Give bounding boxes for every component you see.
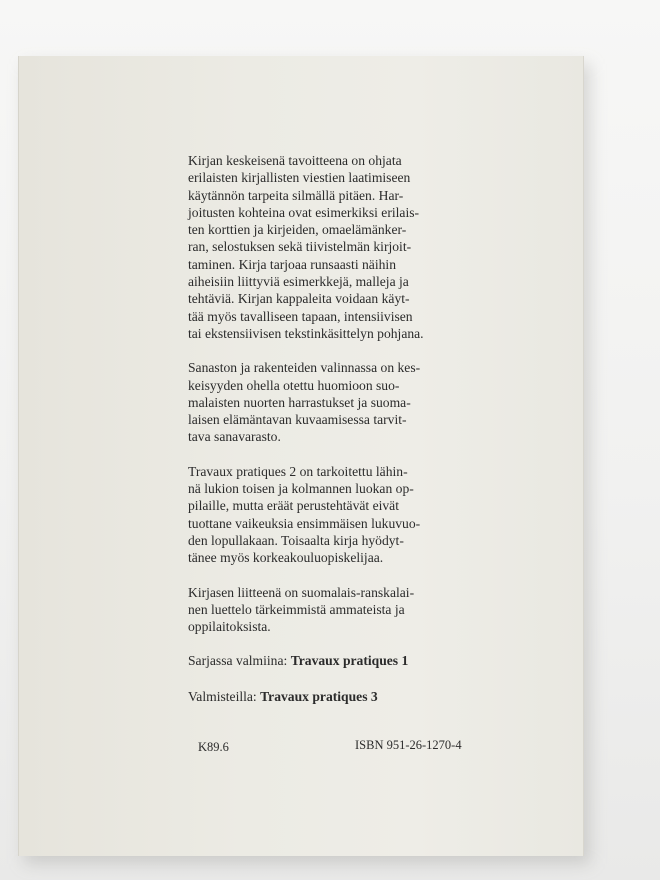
blurb-paragraph-2: Sanaston ja rakenteiden valinnassa on kes- keisyyden ohella otettu huomioon suo- malaisten nuorten harrastukset ja suoma- laisen elämäntavan kuvaamisessa tarvit- tava sanavarasto. bbox=[188, 360, 421, 445]
catalog-code: K89.6 bbox=[198, 740, 229, 754]
blurb-text-block bbox=[188, 152, 453, 723]
in-preparation-line bbox=[188, 688, 453, 705]
blurb-paragraph-4: Kirjasen liitteenä on suomalais-ranskalai- nen luettelo tärkeimmistä ammateista ja oppilaitoksista. bbox=[188, 584, 415, 635]
in-preparation-label: Valmisteilla: bbox=[188, 688, 257, 704]
series-available-line bbox=[188, 652, 453, 669]
in-preparation-title: Travaux pratiques 3 bbox=[260, 688, 378, 704]
series-available-label: Sarjassa valmiina: bbox=[188, 653, 288, 669]
blurb-paragraph-1: Kirjan keskeisenä tavoitteena on ohjata erilaisten kirjallisten viestien laatimiseen käytännön tarpeita silmällä pitäen. Har- joitusten kohteina ovat esimerkiksi erilais- ten korttien ja kirjeiden, omaelämänker- ran, selostuksen sekä tiivistelmän kirjoit- taminen. Kirja tarjoaa runsaasti näihin aiheisiin liittyviä esimerkkejä, malleja ja tehtäviä. Kirjan kappaleita voidaan käyt- tää myös tavalliseen tapaan, intensiivisen tai ekstensiivisen tekstinkäsittelyn pohjana. bbox=[188, 153, 424, 341]
series-available-title: Travaux pratiques 1 bbox=[290, 653, 409, 669]
blurb-paragraph-3: Travaux pratiques 2 on tarkoitettu lähin- nä lukion toisen ja kolmannen luokan op- pilaille, mutta eräät perustehtävät eivät tuottane vaikeuksia ensimmäisen lukuvuo- den lopullakaan. Toisaalta kirja hyödyt- tänee myös korkeakouluopiskelijaa. bbox=[188, 463, 421, 566]
isbn-number: ISBN 951-26-1270-4 bbox=[355, 738, 462, 752]
